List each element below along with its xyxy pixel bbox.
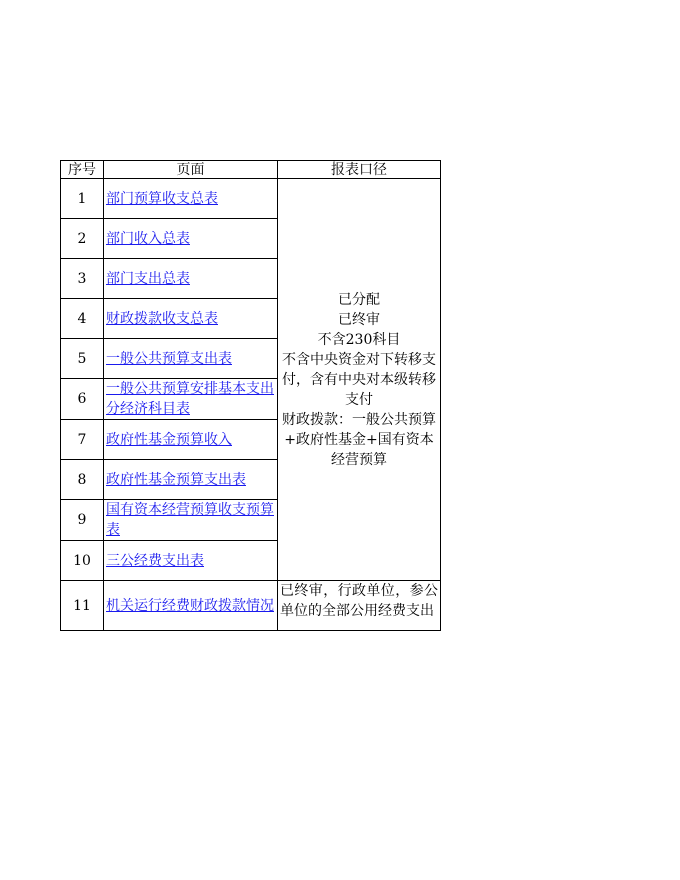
scope-line-fiscal-appropriation: 财政拨款：一般公共预算+政府性基金+国有资本经营预算 xyxy=(282,411,436,468)
row-page-cell xyxy=(104,179,278,219)
row-page-cell xyxy=(104,259,278,299)
table-row xyxy=(61,179,441,219)
scope-line-allocated: 已分配 xyxy=(338,291,380,308)
row-no: 5 xyxy=(61,339,104,379)
page-link[interactable]: 部门预算收支总表 xyxy=(106,190,218,207)
page-link[interactable]: 一般公共预算安排基本支出分经济科目表 xyxy=(106,381,274,417)
row-page-cell xyxy=(104,219,278,259)
row-no: 7 xyxy=(61,420,104,460)
row-page-cell xyxy=(104,299,278,339)
page-link[interactable]: 财政拨款收支总表 xyxy=(106,310,218,327)
row-page-cell xyxy=(104,541,278,581)
row-no: 10 xyxy=(61,541,104,581)
header-no: 序号 xyxy=(61,161,104,179)
scope-public-expense-note: 已终审，行政单位，参公单位的全部公用经费支出 xyxy=(280,583,438,619)
row-no: 3 xyxy=(61,259,104,299)
header-page: 页面 xyxy=(104,161,278,179)
row-no: 6 xyxy=(61,379,104,420)
row-page-cell xyxy=(104,500,278,541)
row-no: 1 xyxy=(61,179,104,219)
table-row xyxy=(61,581,441,631)
scope-line-excl-230: 不含230科目 xyxy=(317,331,401,348)
table-header-row xyxy=(61,161,441,179)
header-scope: 报表口径 xyxy=(278,161,441,179)
page-link[interactable]: 政府性基金预算收入 xyxy=(106,431,232,448)
scope-merged-cell xyxy=(278,179,441,581)
row-no: 9 xyxy=(61,500,104,541)
scope-line-transfer-payment: 不含中央资金对下转移支付，含有中央对本级转移支付 xyxy=(282,351,436,408)
scope-line-final-review: 已终审 xyxy=(338,311,380,328)
row-page-cell xyxy=(104,420,278,460)
row-page-cell xyxy=(104,581,278,631)
report-index-table xyxy=(60,160,441,631)
page-link[interactable]: 机关运行经费财政拨款情况 xyxy=(106,597,274,614)
page-link[interactable]: 政府性基金预算支出表 xyxy=(106,471,246,488)
page-link[interactable]: 一般公共预算支出表 xyxy=(106,350,232,367)
row-no: 2 xyxy=(61,219,104,259)
row-no: 4 xyxy=(61,299,104,339)
page-link[interactable]: 部门支出总表 xyxy=(106,270,190,287)
row-page-cell xyxy=(104,339,278,379)
scope-public-expense-cell xyxy=(278,581,441,631)
row-no: 8 xyxy=(61,460,104,500)
page-link[interactable]: 国有资本经营预算收支预算表 xyxy=(106,502,274,538)
row-no: 11 xyxy=(61,581,104,631)
row-page-cell xyxy=(104,460,278,500)
page-link[interactable]: 部门收入总表 xyxy=(106,230,190,247)
row-page-cell xyxy=(104,379,278,420)
page-link[interactable]: 三公经费支出表 xyxy=(106,552,204,569)
